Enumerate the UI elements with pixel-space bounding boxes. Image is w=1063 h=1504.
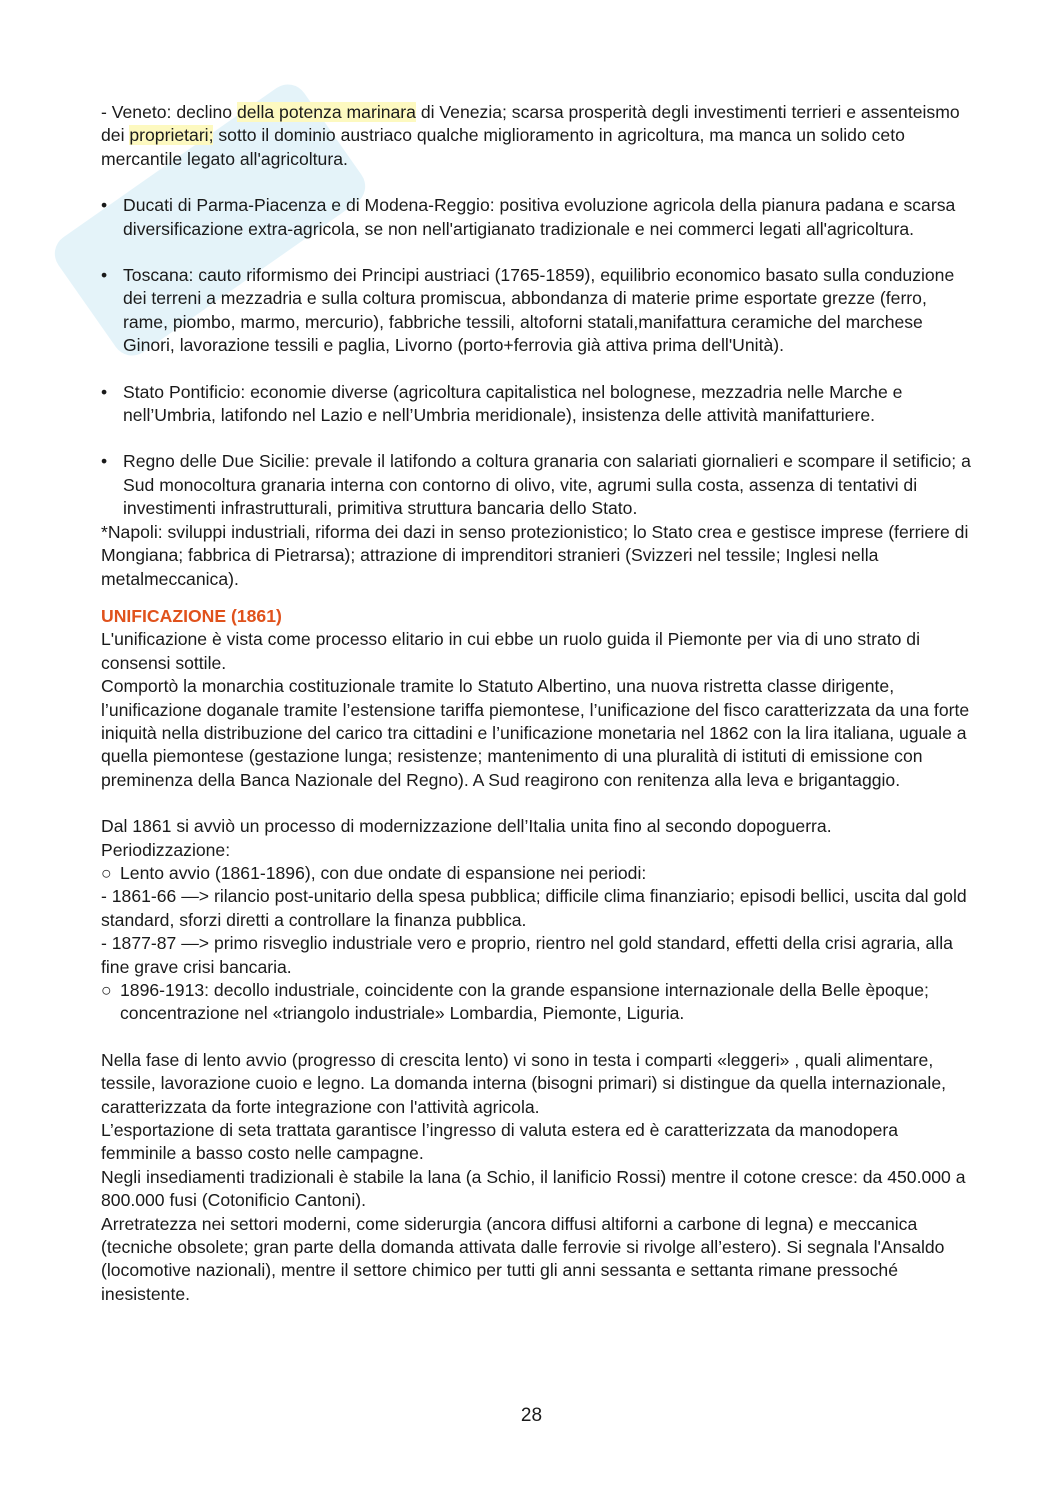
bullet-icon: • <box>101 265 108 286</box>
highlight: della potenza marinara <box>236 102 416 122</box>
unificazione-paragraph: L'unificazione è vista come processo elitario in cui ebbe un ruolo guida il Piemonte per via di uno strato di consensi sottile. <box>101 629 921 673</box>
lento-paragraph: Nella fase di lento avvio (progresso di crescita lento) vi sono in testa i comparti «leggeri» , quali alimentare, tessile, lavorazione cuoio e legno. La domanda interna (bisogni primari) si distingue da quella internazionale, caratterizzata da forte integrazione con l'attività agricola. <box>101 1049 947 1117</box>
modernization-intro: Dal 1861 si avviò un processo di modernizzazione dell’Italia unita fino al secondo dopoguerra. <box>101 816 832 837</box>
highlight: proprietari; <box>129 125 214 146</box>
arretratezza-paragraph: Arretratezza nei settori moderni, come siderurgia (ancora diffusi altiforni a carbone di legna) e meccanica (tecniche obsolete; gran parte della domanda attivata dalle ferrovie si rivolge all’estero). Si segnala l'Ansaldo (locomotive nazionali), mentre il settore chimico per tutti gli anni sessanta e settanta rimane pressoché inesistente. <box>101 1213 945 1304</box>
page-number: 28 <box>520 1405 543 1426</box>
list-item-parma: • Ducati di Parma-Piacenza e di Modena-Reggio: positiva evoluzione agricola della pianura padana e scarsa diversificazione extra-agricola, se non nell'artigianato tradizionale e nei commerci legati all'agricoltura. <box>101 195 956 239</box>
seta-paragraph: L’esportazione di seta trattata garantisce l’ingresso di valuta estera ed è caratterizzata da manodopera femminile a basso costo nelle campagne. <box>101 1120 899 1164</box>
wave-paragraph: - 1877-87 —> primo risveglio industriale vero e proprio, rientro nel gold standard, effetti della crisi agraria, alla fine grave crisi bancaria. <box>101 933 953 977</box>
circle-bullet-icon: ○ <box>101 980 112 1000</box>
bullet-icon: • <box>101 195 108 216</box>
circle-bullet-icon: ○ <box>101 862 112 883</box>
unificazione-paragraph: Comportò la monarchia costituzionale tramite lo Statuto Albertino, una nuova ristretta classe dirigente, l’unificazione doganale tramite l’estensione tariffa piemontese, l’unificazione del fisco caratterizzata da una forte iniquità nella distribuzione del carico tra cittadini e l’unificazione monetaria nel 1862 con la lira italiana, uguale a quella piemontese (gestazione lunga; resistenze; mantenimento di una pluralità di istituti di emissione con preminenza della Banca Nazionale del Regno). A Sud reagirono con renitenza alla leva e brigantaggio. <box>101 676 970 790</box>
periodization-label: Periodizzazione: <box>101 839 231 860</box>
wave-paragraph: - 1861-66 —> rilancio post-unitario della spesa pubblica; difficile clima finanziario; episodi bellici, uscita dal gold standard, sforzi diretti a controllare la finanza pubblica. <box>101 886 967 930</box>
napoli-paragraph: *Napoli: sviluppi industriali, riforma dei dazi in senso protezionistico; lo Stato crea e gestisce imprese (ferriere di Mongiana; fabbrica di Pietrarsa); attrazione di imprenditori stranieri (Svizzeri nel tessile; Inglesi nella metalmeccanica). <box>101 521 969 589</box>
section-heading: UNIFICAZIONE (1861) <box>101 605 282 626</box>
document-page <box>101 101 971 1306</box>
list-item-toscana: • Toscana: cauto riformismo dei Principi austriaci (1765-1859), equilibrio economico basato sulla conduzione dei terreni a mezzadria e sulla coltura promiscua, abbondanza di materie prime esportate grezze (ferro, rame, piombo, marmo, mercurio), fabbriche tessili, altoforni statali,manifattura ceramiche del marchese Ginori, lavorazione tessili e paglia, Livorno (porto+ferrovia già attiva prima dell'Unità). <box>101 265 955 356</box>
list-item-phase-1: ○ Lento avvio (1861-1896), con due ondate di espansione nei periodi: <box>101 862 971 885</box>
list-item-stato-pontificio: • Stato Pontificio: economie diverse (agricoltura capitalistica nel bolognese, mezzadria nelle Marche e nell’Umbria, latifondo nel Lazio e nell’Umbria meridionale), insistenza delle attività manifatturiere. <box>101 381 903 426</box>
list-item-due-sicilie: • Regno delle Due Sicilie: prevale il latifondo a coltura granaria con salariati giornalieri e scompare il setificio; a Sud monocoltura granaria interna con contorno di olivo, vite, agrumi sulla costa, assenza di tentativi di investimenti infrastrutturali, primitiva struttura bancaria dello Stato. <box>101 451 971 519</box>
bullet-icon: • <box>101 381 108 402</box>
veneto-paragraph: - Veneto: declino della potenza marinara di Venezia; scarsa prosperità degli investimenti terrieri e assenteismo dei proprietari; sotto il dominio austriaco qualche miglioramento in agricoltura, ma manca un solido ceto mercantile legato all'agricoltura. <box>101 102 960 169</box>
lana-paragraph: Negli insediamenti tradizionali è stabile la lana (a Schio, il lanificio Rossi) mentre il cotone cresce: da 450.000 a 800.000 fusi (Cotonificio Cantoni). <box>101 1166 966 1211</box>
bullet-icon: • <box>101 451 108 472</box>
list-item-phase-2: ○ 1896-1913: decollo industriale, coincidente con la grande espansione internazionale della Belle èpoque; concentrazione nel «triangolo industriale» Lombardia, Piemonte, Liguria. <box>101 980 929 1024</box>
